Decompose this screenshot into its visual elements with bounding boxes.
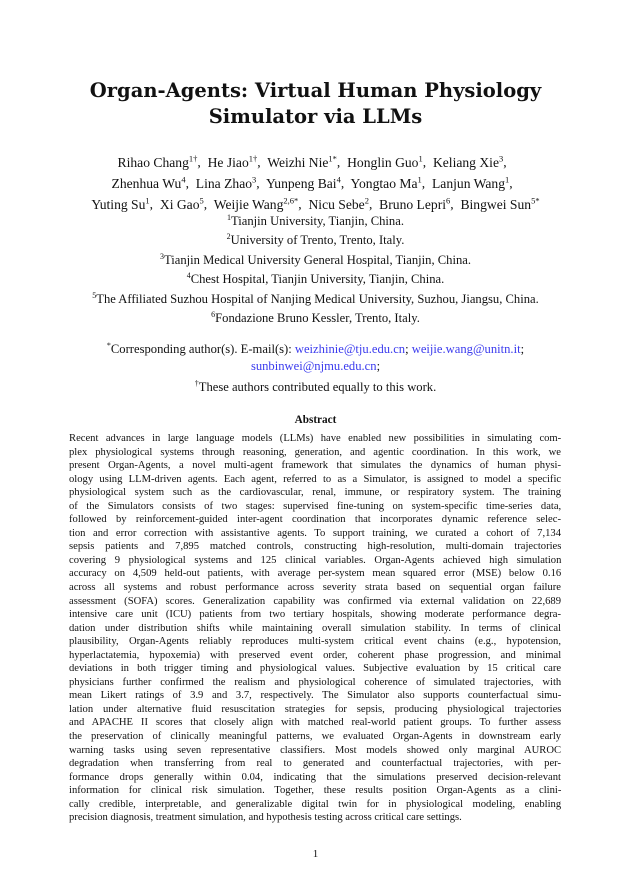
- abstract-line: across all systems and robust performance across severity strata based on sequential organ failure: [69, 582, 561, 594]
- author-name: Weijie Wang: [213, 196, 284, 212]
- author-name: Keliang Xie: [432, 154, 499, 170]
- affiliation-text: Tianjin Medical University General Hospital, Tianjin, China.: [163, 252, 471, 267]
- abstract-line: mean Likert ratings of 3.9 and 3.7, respectively. The Simulator also supports counterfactual simu-: [69, 690, 562, 702]
- author-name: Yunpeng Bai: [265, 175, 337, 191]
- author-affiliation-marker: 1: [505, 174, 510, 185]
- author-line: Yuting Su$^1$, Xi Gao$^5$, Weijie Wang$^{2,6*}$, Nicu Sebe$^2$, Bruno Lepri$^6$, Bingwei Sun$^{5*}$: [91, 195, 540, 212]
- abstract-line: intensive care unit (ICU) patients from two tertiary hospitals, showing moderate performance degra-: [69, 609, 561, 621]
- abstract-line: followed by reinforcement-guided inter-agent coordination that incorporates dynamic reference selec-: [69, 514, 561, 526]
- abstract-line: the preservation of clinically meaningful patterns, we evaluated Organ-Agents in downstream early: [69, 731, 562, 743]
- affiliation-number: 4: [186, 271, 191, 281]
- paper-title: [0, 78, 631, 130]
- affiliation: [0, 307, 631, 326]
- affiliation: [0, 229, 631, 248]
- author: [196, 176, 257, 191]
- author: [347, 155, 423, 170]
- affiliation-number: 1: [227, 213, 232, 222]
- author-name: Lanjun Wang: [431, 175, 506, 191]
- email-link-wang[interactable]: weijie.wang@unitn.it: [411, 342, 521, 357]
- abstract-line: precision diagnosis, treatment simulation, and hypothesis testing across critical care settings.: [69, 812, 462, 824]
- abstract-line: hyperlactatemia, hypoxemia) with preserved event order, coherent phase progression, and minimal: [69, 649, 562, 661]
- email-separator: ;: [376, 359, 381, 374]
- author-list: [0, 150, 631, 213]
- abstract-line: information for clinical risk simulation. Together, these results position Organ-Agents as a clini-: [69, 785, 562, 797]
- author-affiliation-marker: 2: [364, 195, 369, 206]
- correspondence-block: [0, 337, 631, 396]
- email-separator: ;: [520, 342, 525, 357]
- affiliation-text: Tianjin University, Tianjin, China.: [231, 214, 404, 229]
- affiliation-list: [0, 210, 631, 326]
- dagger-marker: †: [194, 379, 199, 389]
- abstract-line: plausibility, Organ-Agents reliably reproduces multi-system critical event chains (e.g., hypotension,: [69, 636, 561, 648]
- author-affiliation-marker: 1†: [248, 153, 258, 163]
- author-affiliation-marker: 1†: [188, 153, 198, 163]
- author-affiliation-marker: 6: [446, 195, 451, 206]
- affiliation-text: University of Trento, Trento, Italy.: [230, 233, 405, 248]
- email-link-sun[interactable]: sunbinwei@njmu.edu.cn: [250, 359, 377, 374]
- author-affiliation-marker: 1: [417, 174, 422, 185]
- author-name: Yuting Su: [91, 196, 146, 212]
- author-name: Weizhi Nie: [267, 154, 329, 170]
- author: [433, 155, 503, 170]
- corresponding-label: Corresponding author(s). E-mail(s):: [110, 342, 295, 357]
- title-line-1: Organ-Agents: Virtual Human Physiology: [89, 79, 542, 102]
- affiliation-text: The Affiliated Suzhou Hospital of Nanjing Medical University, Suzhou, Jiangsu, China.: [96, 291, 539, 306]
- author-name: Zhenhua Wu: [111, 175, 182, 191]
- page-number: 1: [312, 848, 319, 860]
- affiliation: [0, 249, 631, 268]
- affiliation-text: Chest Hospital, Tianjin University, Tianjin, China.: [190, 272, 445, 287]
- affiliation-number: 2: [226, 232, 231, 242]
- abstract-line: warning tasks using seven representative classifiers. Most models showed only marginal AUROC: [69, 744, 562, 756]
- email-separator: ;: [405, 342, 412, 357]
- author-affiliation-marker: 1*: [328, 153, 337, 163]
- abstract-line: physicians further confirmed the realism and physiological coherence of simulated trajectories, with: [69, 676, 562, 688]
- abstract-line: formance drops generally within 0.04, indicating that the simulations preserved decision-relevant: [69, 771, 561, 783]
- author: [266, 176, 341, 191]
- corresponding-authors-line-2: [0, 358, 631, 375]
- author-affiliation-marker: 3: [252, 174, 257, 185]
- author: [432, 176, 509, 191]
- author-affiliation-marker: 2,6*: [283, 195, 299, 206]
- abstract-line: assessment (SOFA) scores. Generalization capability was confirmed via external validation on 22,689: [69, 595, 561, 607]
- abstract-line: tion and error correction with assistantive agents. To support training, we curated a cohort of 7,134: [69, 527, 561, 539]
- author-affiliation-marker: 3: [499, 153, 504, 163]
- abstract-line: accuracy on 4,509 held-out patients, with average per-system mean squared error (MSE) below 0.16: [69, 568, 562, 580]
- abstract-line: lation under alternative fluid resuscitation strategies for sepsis, producing physiological trajectories: [69, 703, 562, 715]
- abstract-line: cally credible, interpretable, and generalizable digital twin for in physiological modeling, enabling: [69, 798, 562, 810]
- author-line: Rihao Chang$^{1\dagger}$, He Jiao$^{1\dagger}$, Weizhi Nie$^{1*}$, Honglin Guo$^1$, Keliang Xie$^3$,: [117, 153, 514, 170]
- author-name: Yongtao Ma: [350, 175, 418, 191]
- author-affiliation-marker: 1: [418, 153, 423, 163]
- abstract-body: [69, 432, 561, 825]
- affiliation-number: 5: [92, 290, 97, 300]
- affiliation: [0, 210, 631, 229]
- abstract-line: ology using LLM-driven agents. Each agent, referred to as a Simulator, is assigned to model a specific: [69, 473, 562, 485]
- abstract-line: degradation when transferring from real to generated and counterfactual trajectories, with per-: [69, 758, 561, 770]
- affiliation: [0, 268, 631, 287]
- abstract-line: deviations in both trigger timing and physiological values. Subjective evaluation by 15 critical care: [69, 663, 562, 675]
- author-name: Rihao Chang: [117, 154, 189, 170]
- author-name: Bruno Lepri: [379, 196, 446, 212]
- abstract-heading: Abstract: [294, 414, 337, 426]
- abstract-line: present Organ-Agents, a novel multi-agent framework that simulates the dynamics of human physi-: [69, 460, 561, 472]
- author-name: He Jiao: [207, 154, 249, 170]
- abstract-line: of the Simulators consists of two stages: supervised fine-tuning on system-specific time-series data,: [69, 500, 562, 512]
- author-name: Lina Zhao: [195, 175, 253, 191]
- author: [267, 155, 337, 170]
- abstract-line: Recent advances in large language models (LLMs) have enabled new possibilities in simulating com-: [69, 433, 562, 444]
- corresponding-authors-line: [0, 337, 631, 358]
- affiliation-text: Fondazione Bruno Kessler, Trento, Italy.: [215, 311, 420, 326]
- abstract-line: sepsis patients and 7,895 matched controls, constructing high-resolution, multi-domain trajectories: [69, 541, 562, 553]
- author: [112, 176, 186, 191]
- email-link-nie[interactable]: weizhinie@tju.edu.cn: [294, 342, 406, 357]
- author: [118, 155, 198, 170]
- author-affiliation-marker: 5: [199, 195, 204, 206]
- affiliation-number: 3: [159, 251, 164, 261]
- author-affiliation-marker: 1: [145, 195, 150, 206]
- corresponding-marker: *: [106, 341, 111, 350]
- author-name: Xi Gao: [159, 196, 200, 212]
- equal-contribution-note: [0, 375, 631, 396]
- abstract-line: plex physiological systems through reasoning, generation, and agentic coordination. In this work, we: [69, 446, 561, 458]
- abstract-line: and APACHE II scores that closely align with matched real-world patient groups. To further assess: [69, 717, 561, 729]
- author-affiliation-marker: 5*: [531, 195, 540, 206]
- author-line: Zhenhua Wu$^4$, Lina Zhao$^3$, Yunpeng Bai$^4$, Yongtao Ma$^1$, Lanjun Wang$^1$,: [111, 174, 520, 191]
- abstract-line: dation under distribution shifts while maintaining overall simulation stability. In terms of clinical: [69, 622, 561, 634]
- author-name: Nicu Sebe: [308, 196, 365, 212]
- abstract-line: covering 9 physiological systems and 125 clinical variables. Organ-Agents achieved high simulation: [69, 554, 562, 566]
- author-affiliation-marker: 4: [336, 174, 341, 185]
- author-name: Bingwei Sun: [460, 196, 532, 212]
- author-affiliation-marker: 4: [181, 174, 186, 185]
- author-name: Honglin Guo: [347, 154, 419, 170]
- author: [208, 155, 258, 170]
- equal-contribution-text: These authors contributed equally to this work.: [198, 380, 437, 395]
- abstract-line: physiological system such as the cardiovascular, renal, immune, or respiratory system. The training: [69, 487, 561, 499]
- title-line-2: Simulator via LLMs: [208, 105, 423, 128]
- affiliation: [0, 288, 631, 307]
- affiliation-number: 6: [211, 309, 216, 319]
- author: [351, 176, 422, 191]
